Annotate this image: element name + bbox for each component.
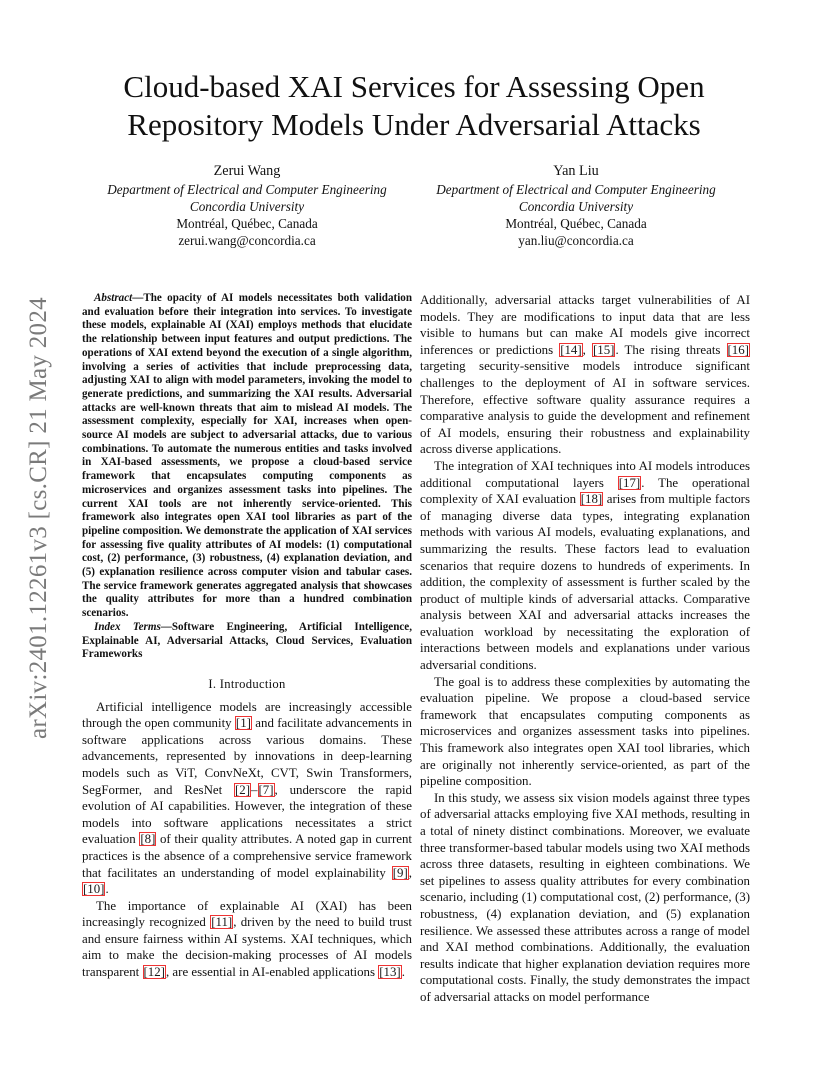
citation-link[interactable]: [1] <box>235 716 251 731</box>
body-paragraph <box>82 898 412 981</box>
author-university: Concordia University <box>189 199 305 214</box>
author-university: Concordia University <box>518 199 634 214</box>
citation-link[interactable]: [16] <box>727 342 749 357</box>
paragraph-text: . <box>401 965 405 980</box>
author-block-1 <box>82 163 412 249</box>
paragraph-text: In this study, we assess six vision models against three types of adversarial attacks employing five XAI methods, resulting in a total of ninety distinct combinations. Moreover, we evaluate three transformer-based tabular models using two XAI methods across three datasets, resulting in eighteen combinations. We set pipelines to assess quality attributes for every combination scenario, including (1) computational cost, (2) performance, (3) robustness, (4) explanation deviation, and (5) explanation resilience. We assessed these attributes across a range of model and XAI method combinations. Additionally, the evaluation results indicate that higher explanation deviation requires more computational costs. Finally, the study demonstrates the impact of adversarial attacks on model performance <box>420 790 750 1004</box>
paragraph-text: of their quality attributes. A noted gap in current practices is the absence of a comprehensive service framework that facilitates an understanding of model explainability <box>82 832 412 880</box>
paragraph-text: – <box>251 782 258 797</box>
paragraph-text: The importance of explainable AI (XAI) has been increasingly recognized <box>82 898 412 930</box>
paragraph-text: , driven by the need to build trust and ensure fairness within AI systems. XAI techniques, which aim to make the decision-making processes of AI models transparent <box>82 915 412 980</box>
paragraph-text: Artificial intelligence models are increasingly accessible through the open community <box>82 699 412 731</box>
citation-link[interactable]: [9] <box>392 865 408 880</box>
arxiv-identifier <box>22 278 56 758</box>
paragraph-text: Additionally, adversarial attacks target vulnerabilities of AI models. They are modifications to input data that are less visible to humans but can make AI models give incorrect inferences or predictions <box>420 293 750 357</box>
author-email: yan.liu@concordia.ca <box>518 233 634 248</box>
abstract <box>82 292 412 621</box>
paragraph-text: , <box>408 865 412 880</box>
paragraph-text: . The rising threats <box>615 342 727 357</box>
citation-link[interactable]: [15] <box>592 342 615 357</box>
arxiv-identifier-text: arXiv:2401.12261v3 [cs.CR] 21 May 2024 <box>25 297 53 739</box>
paragraph-text: arises from multiple factors of managing diverse data types, integrating explanation methods with various AI models, evaluating explanations, and summarizing the results. These factors lead to evaluation scenarios that require dozens to hundreds of experiments. In addition, the complexity of assessment is further scaled by the product of multiple kinds of adversarial attacks. Comparative analysis between XAI and adversarial attacks increases the evaluation workload by necessitating the exploration of interactions between models and explanations under various adversarial conditions. <box>420 492 750 673</box>
citation-link[interactable]: [13] <box>379 965 401 980</box>
citation-link[interactable]: [10] <box>83 882 105 897</box>
author-location: Montréal, Québec, Canada <box>505 216 647 231</box>
index-terms-label: Index Terms <box>94 620 161 633</box>
body-paragraph <box>420 790 750 1006</box>
index-terms <box>82 621 412 662</box>
author-location: Montréal, Québec, Canada <box>176 216 318 231</box>
author-department: Department of Electrical and Computer Engineering <box>107 182 387 197</box>
paragraph-text: targeting security-sensitive models introduce significant challenges to the deployment of AI in software services. Therefore, effective software quality assurance requires a comparative analysis to guide the development and refinement of AI models, ensuring their robustness and explainability across diverse applications. <box>420 359 750 457</box>
body-paragraph <box>420 292 750 458</box>
paragraph-text: . <box>105 882 109 897</box>
paragraph-text: The integration of XAI techniques into AI models introduces additional computational layers <box>420 458 750 490</box>
author-department: Department of Electrical and Computer Engineering <box>436 182 716 197</box>
body-paragraph <box>82 699 412 898</box>
left-column <box>82 292 412 981</box>
citation-link[interactable]: [18] <box>580 492 603 507</box>
abstract-text: —The opacity of AI models necessitates both validation and evaluation before their integration into services. To investigate these models, explainable AI (XAI) employs methods that elucidate the relationship between input features and output predictions. The operations of XAI extend beyond the execution of a single algorithm, involving a series of activities that include preprocessing data, adjusting XAI to align with model parameters, invoking the model to generate predictions, and summarizing the XAI results. Adversarial attacks are well-known threats that aim to mislead AI models. The assessment complexity, especially for XAI, increases when open-source AI models are subject to adversarial attacks, due to various combinations. To automate the numerous entities and tasks involved in XAI-based assessments, we propose a cloud-based service framework that encapsulates computing components as microservices and organizes assessment tasks into pipelines. The current XAI tools are not inherently service-oriented. This framework also integrates open XAI tool libraries as part of the pipeline composition. We demonstrate the application of XAI services for assessing five quality attributes of AI models: (1) computational cost, (2) performance, (3) robustness, (4) explanation deviation, and (5) explanation resilience across computer vision and tabular cases. The service framework generates aggregated analysis that showcases the quality attributes for more than a hundred combination scenarios. <box>82 292 412 620</box>
paragraph-text: , <box>582 342 592 357</box>
author-block-2 <box>411 163 741 249</box>
left-body <box>82 699 412 981</box>
paper-title: Cloud-based XAI Services for Assessing Open Repository Models Under Adversarial Attacks <box>123 69 705 142</box>
section-heading: I. Introduction <box>208 676 286 691</box>
paragraph-text: , underscore the rapid evolution of AI capabilities. However, the integration of these models into software applications necessitates a strict evaluation <box>82 782 412 847</box>
body-paragraph <box>420 458 750 674</box>
abstract-label: Abstract <box>94 292 133 304</box>
paragraph-text: and facilitate advancements in software applications across various domains. These advancements, represented by innovations in deep-learning models such as ViT, ConvNeXt, CVT, Swin Transformers, SegFormer, and ResNet <box>82 716 412 797</box>
paragraph-text: , are essential in AI-enabled applications <box>165 965 379 980</box>
author-name: Zerui Wang <box>213 163 281 179</box>
paragraph-text: . The operational complexity of XAI evaluation <box>420 475 750 507</box>
citation-link[interactable]: [14] <box>560 342 582 357</box>
author-email: zerui.wang@concordia.ca <box>178 233 316 248</box>
citation-link[interactable]: [2] <box>235 782 251 797</box>
citation-link[interactable]: [12] <box>143 965 165 980</box>
citation-link[interactable]: [8] <box>140 832 156 847</box>
paragraph-text: The goal is to address these complexities by automating the evaluation pipeline. We propose a cloud-based service framework that encapsulates computing components as microservices and organizes assessment tasks into pipelines. This framework also integrates open XAI tool libraries, which are originally not inherently service-oriented, as part of the pipeline composition. <box>420 674 750 789</box>
right-column <box>420 292 750 1006</box>
citation-link[interactable]: [17] <box>618 475 641 490</box>
right-body <box>420 292 750 1006</box>
citation-link[interactable]: [11] <box>211 915 233 930</box>
citation-link[interactable]: [7] <box>258 782 274 797</box>
author-name: Yan Liu <box>553 163 599 179</box>
body-paragraph <box>420 674 750 790</box>
index-terms-text: —Software Engineering, Artificial Intelligence, Explainable AI, Adversarial Attacks, Cloud Services, Evaluation Frameworks <box>82 620 412 661</box>
